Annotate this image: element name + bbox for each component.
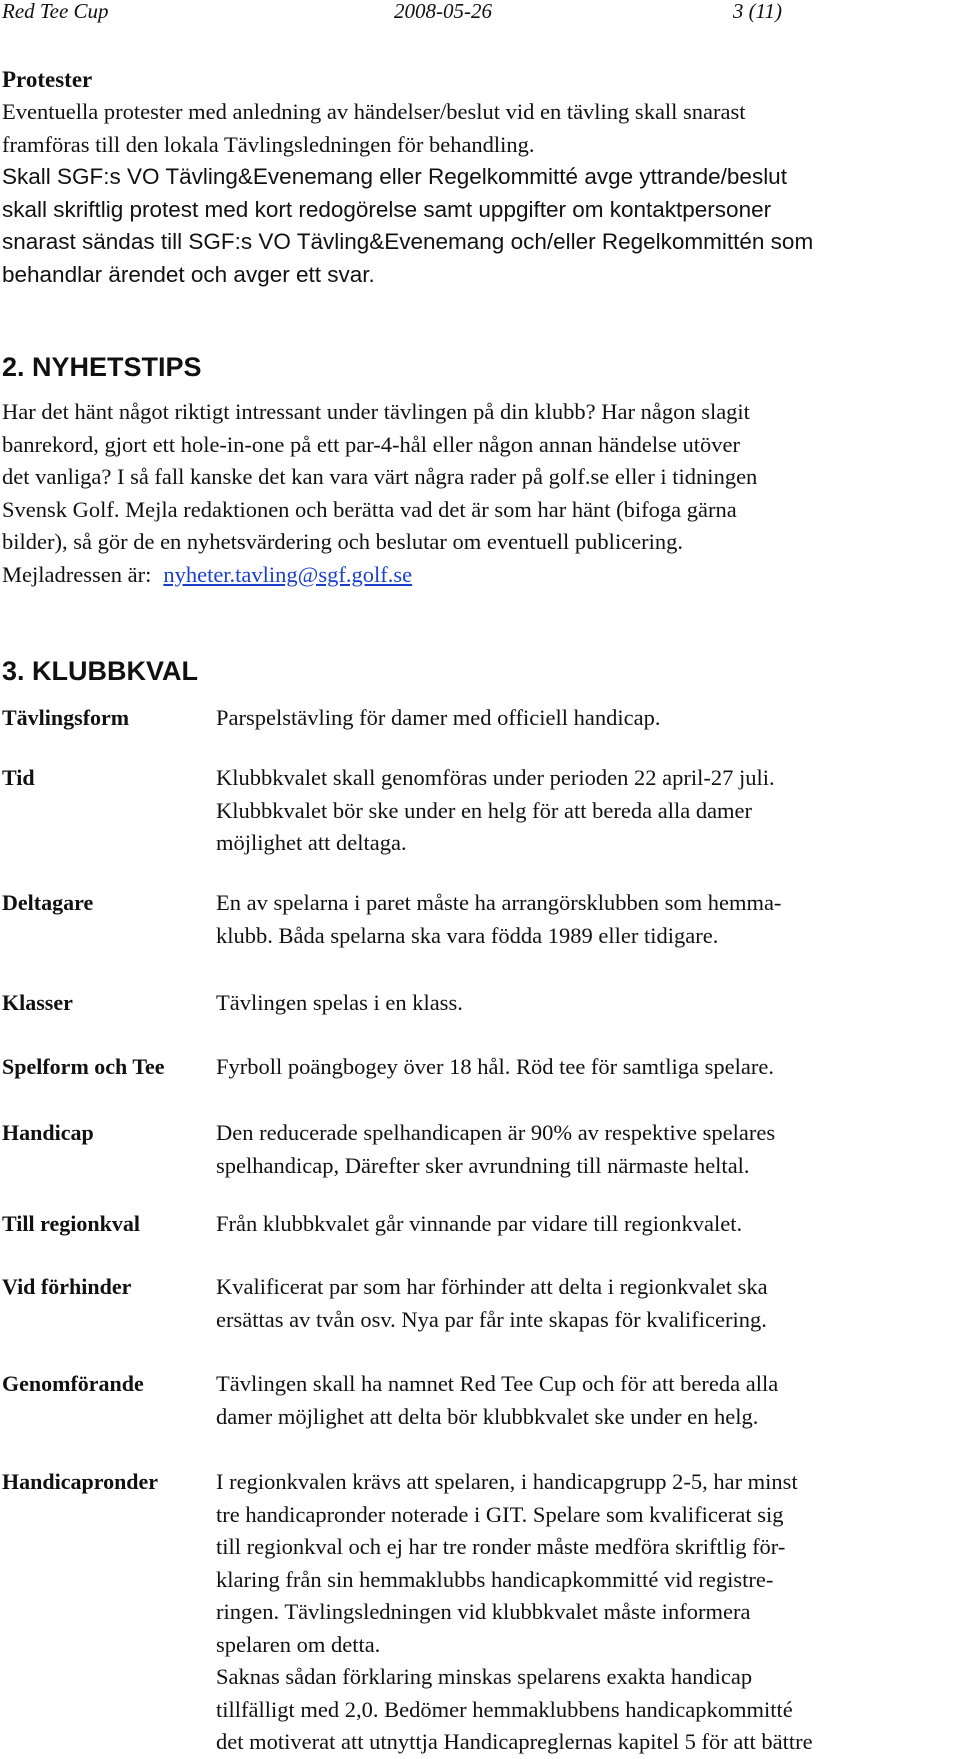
row-value — [216, 887, 946, 952]
text-line: Svensk Golf. Mejla redaktionen och berätta vad det är som har hänt (bifoga gärna — [2, 496, 737, 522]
protester-heading: Protester — [2, 67, 93, 92]
text-line: Har det hänt något riktigt intressant under tävlingen på din klubb? Har någon slagit — [2, 399, 750, 424]
row-value — [216, 987, 946, 1020]
text-line: Parspelstävling för damer med officiell handicap. — [216, 705, 661, 730]
protester-paragraph-2 — [2, 161, 952, 291]
protester-section — [2, 64, 952, 291]
row-value — [216, 1466, 946, 1759]
text-line: Klubbkvalet bör ske under en helg för att bereda alla damer — [216, 797, 753, 823]
text-line: Tävlingen skall ha namnet Red Tee Cup och för att bereda alla — [216, 1371, 779, 1396]
row-value — [216, 702, 946, 735]
row-label: Vid förhinder — [2, 1274, 132, 1299]
text-line: Den reducerade spelhandicapen är 90% av respektive spelares — [216, 1120, 776, 1145]
text-line: till regionkval och ej har tre ronder måste medföra skriftlig för- — [216, 1534, 786, 1559]
email-link[interactable]: nyheter.tavling@sgf.golf.se — [163, 561, 413, 587]
text-line: det motiverat att utnyttja Handicapreglernas kapitel 5 för att bättre — [216, 1729, 813, 1754]
text-line: banrekord, gjort ett hole-in-one på ett par-4-hål eller någon annan händelse utöver — [2, 431, 741, 457]
text-line: Kvalificerat par som har förhinder att delta i regionkvalet ska — [216, 1274, 768, 1299]
text-line: I regionkvalen krävs att spelaren, i handicapgrupp 2-5, har minst — [216, 1469, 798, 1494]
text-line: Fyrboll poängbogey över 18 hål. Röd tee för samtliga spelare. — [216, 1054, 774, 1079]
row-label: Tid — [2, 765, 35, 790]
row-value — [216, 762, 946, 860]
document-date: 2008-05-26 — [394, 0, 492, 23]
row-label: Spelform och Tee — [2, 1054, 165, 1079]
text-line: bilder), så gör de en nyhetsvärdering och beslutar om eventuell publicering. — [2, 529, 684, 554]
page-header — [2, 0, 782, 22]
text-line: klubb. Båda spelarna ska vara födda 1989 eller tidigare. — [216, 922, 719, 948]
row-label: Genomförande — [2, 1371, 144, 1396]
nyhetstips-heading: 2. NYHETSTIPS — [2, 352, 202, 382]
text-line: Tävlingen spelas i en klass. — [216, 990, 463, 1015]
row-label: Deltagare — [2, 890, 94, 915]
text-line: Klubbkvalet skall genomföras under perioden 22 april-27 juli. — [216, 765, 775, 790]
text-line: skall skriftlig protest med kort redogörelse samt uppgifter om kontaktpersoner — [2, 196, 772, 222]
email-line — [2, 559, 952, 592]
text-line: Saknas sådan förklaring minskas spelarens exakta handicap — [216, 1664, 753, 1689]
text-line: Eventuella protester med anledning av händelser/beslut vid en tävling skall snarast — [2, 99, 746, 124]
text-line: spelhandicap, Därefter sker avrundning till närmaste heltal. — [216, 1152, 750, 1178]
text-line: spelaren om detta. — [216, 1631, 381, 1657]
text-line: damer möjlighet att delta bör klubbkvalet ske under en helg. — [216, 1403, 759, 1429]
text-line: möjlighet att deltaga. — [216, 830, 407, 855]
row-label: Handicapronder — [2, 1469, 159, 1494]
protester-paragraph-1 — [2, 96, 952, 161]
row-value — [216, 1051, 946, 1084]
row-value — [216, 1208, 946, 1241]
row-label: Till regionkval — [2, 1211, 140, 1236]
row-label: Tävlingsform — [2, 705, 130, 730]
text-line: En av spelarna i paret måste ha arrangörsklubben som hemma- — [216, 890, 782, 915]
klubbkval-heading: 3. KLUBBKVAL — [2, 656, 199, 686]
text-line: snarast sändas till SGF:s VO Tävling&Evenemang och/eller Regelkommittén som — [2, 229, 814, 254]
text-line: Från klubbkvalet går vinnande par vidare till regionkvalet. — [216, 1211, 743, 1236]
text-line: ringen. Tävlingsledningen vid klubbkvalet måste informera — [216, 1599, 751, 1624]
text-line: framföras till den lokala Tävlingsledningen för behandling. — [2, 131, 535, 157]
row-value — [216, 1368, 946, 1433]
page-number: 3 (11) — [732, 0, 782, 23]
text-line: ersättas av tvån osv. Nya par får inte skapas för kvalificering. — [216, 1306, 767, 1332]
row-value — [216, 1117, 946, 1182]
email-prefix: Mejladressen är: — [2, 561, 152, 587]
text-line: tre handicapronder noterade i GIT. Spelare som kvalificerat sig — [216, 1501, 784, 1527]
text-line: klaring från sin hemmaklubbs handicapkommitté vid registre- — [216, 1566, 774, 1592]
row-label: Handicap — [2, 1120, 94, 1145]
text-line: behandlar ärendet och avger ett svar. — [2, 261, 375, 287]
text-line: Skall SGF:s VO Tävling&Evenemang eller Regelkommitté avge yttrande/beslut — [2, 164, 787, 189]
text-line: tillfälligt med 2,0. Bedömer hemmaklubbens handicapkommitté — [216, 1696, 793, 1722]
document-title: Red Tee Cup — [2, 0, 109, 23]
nyhetstips-body — [2, 396, 952, 591]
text-line: det vanliga? I så fall kanske det kan vara värt några rader på golf.se eller i tidningen — [2, 464, 758, 489]
row-label: Klasser — [2, 990, 73, 1015]
row-value — [216, 1271, 946, 1336]
